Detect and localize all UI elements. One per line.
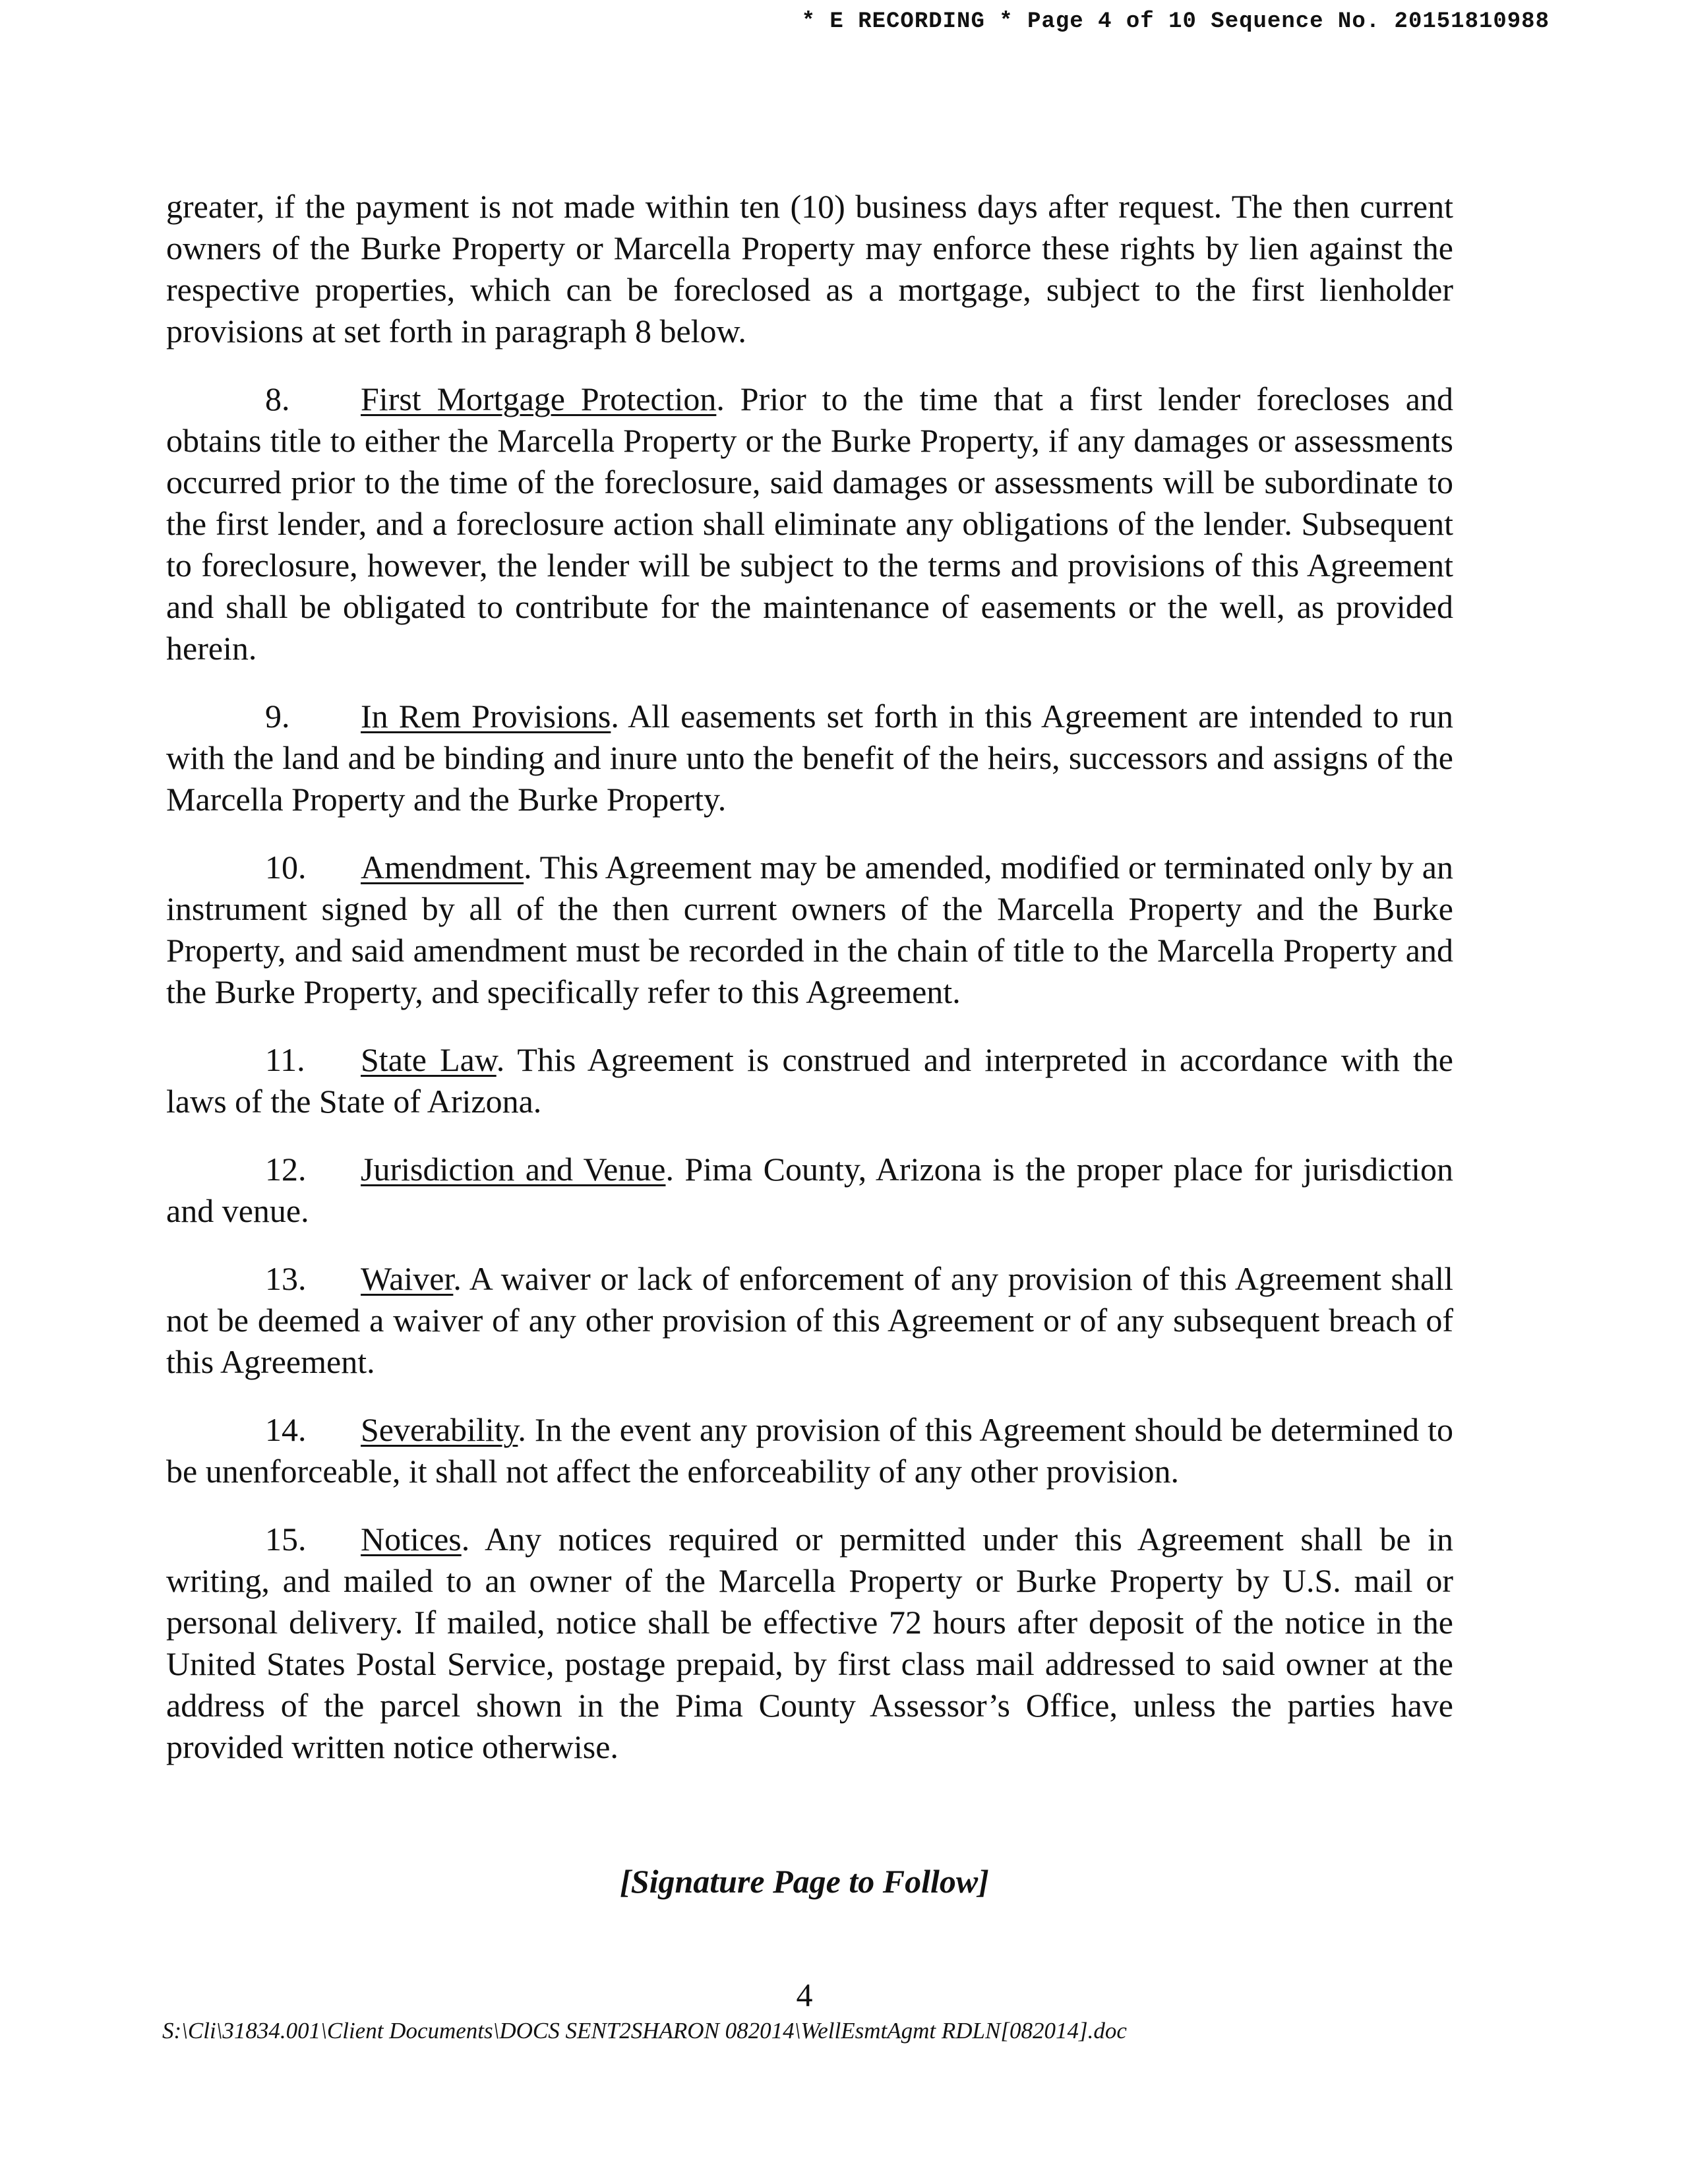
- section-number: 11.: [265, 1041, 305, 1078]
- section-text: . This Agreement is construed and interpreted in accordance with the laws of the State of Arizona.: [166, 1041, 1453, 1120]
- section-9: [166, 696, 1453, 820]
- section-14: [166, 1409, 1453, 1492]
- section-10: [166, 847, 1453, 1013]
- section-8: [166, 379, 1453, 669]
- section-number: 9.: [265, 698, 290, 735]
- document-body: [166, 186, 1453, 1794]
- section-text: . All easements set forth in this Agreement are intended to run with the land and be binding and inure unto the benefit of the heirs, successors and assigns of the Marcella Property and the Burke Property.: [166, 698, 1454, 818]
- section-12: [166, 1149, 1453, 1232]
- section-heading: Notices: [361, 1521, 462, 1558]
- section-heading: State Law: [361, 1041, 497, 1078]
- section-text: . This Agreement may be amended, modified or terminated only by an instrument signed by all of the then current owners of the Marcella Property and the Burke Property, and said amendment must be recorded in the chain of title to the Marcella Property and the Burke Property, and specifically refer to this Agreement.: [166, 849, 1453, 1010]
- section-number: 15.: [265, 1521, 307, 1558]
- page-number: 4: [796, 1976, 813, 2013]
- section-number: 10.: [265, 849, 307, 886]
- section-text: . Prior to the time that a first lender forecloses and obtains title to either the Marcella Property or the Burke Property, if any damages or assessments occurred prior to the time of the foreclosure, said damages or assessments will be subordinate to the first lender, and a foreclosure action shall eliminate any obligations of the lender. Subsequent to foreclosure, however, the lender will be subject to the terms and provisions of this Agreement and shall be obligated to contribute for the maintenance of easements or the well, as provided herein.: [166, 380, 1453, 667]
- section-heading: Amendment: [361, 849, 524, 886]
- section-heading: In Rem Provisions: [361, 698, 611, 735]
- section-text: . A waiver or lack of enforcement of any provision of this Agreement shall not be deemed a waiver of any other provision of this Agreement or of any subsequent breach of this Agreement.: [166, 1260, 1453, 1380]
- section-heading: Severability: [361, 1411, 518, 1448]
- section-13: [166, 1258, 1453, 1383]
- section-11: [166, 1039, 1453, 1122]
- section-number: 12.: [265, 1151, 307, 1188]
- signature-page-note: [Signature Page to Follow]: [620, 1863, 989, 1900]
- section-heading: First Mortgage Protection: [361, 380, 717, 417]
- continuation-paragraph: greater, if the payment is not made within ten (10) business days after request. The then current owners of the Burke Property or Marcella Property may enforce these rights by lien against the respective properties, which can be foreclosed as a mortgage, subject to the first lienholder provisions at set forth in paragraph 8 below.: [166, 188, 1453, 349]
- section-15: [166, 1519, 1453, 1768]
- section-text: . Pima County, Arizona is the proper place for jurisdiction and venue.: [166, 1151, 1453, 1229]
- section-heading: Jurisdiction and Venue: [361, 1151, 666, 1188]
- section-text: . In the event any provision of this Agreement should be determined to be unenforceable, it shall not affect the enforceability of any other provision.: [166, 1411, 1453, 1490]
- section-number: 14.: [265, 1411, 307, 1448]
- section-text: . Any notices required or permitted under this Agreement shall be in writing, and mailed to an owner of the Marcella Property or Burke Property by U.S. mail or personal delivery. If mailed, notice shall be effective 72 hours after deposit of the notice in the United States Postal Service, postage prepaid, by first class mail addressed to said owner at the address of the parcel shown in the Pima County Assessor’s Office, unless the parties have provided written notice otherwise.: [166, 1521, 1453, 1765]
- footer-file-path: S:\Cli\31834.001\Client Documents\DOCS SENT2SHARON 082014\WellEsmtAgmt RDLN[082014].doc: [162, 2018, 1127, 2044]
- section-heading: Waiver: [361, 1260, 454, 1297]
- section-number: 8.: [265, 380, 290, 417]
- section-number: 13.: [265, 1260, 307, 1297]
- recording-header: * E RECORDING * Page 4 of 10 Sequence No. 20151810988: [801, 9, 1550, 34]
